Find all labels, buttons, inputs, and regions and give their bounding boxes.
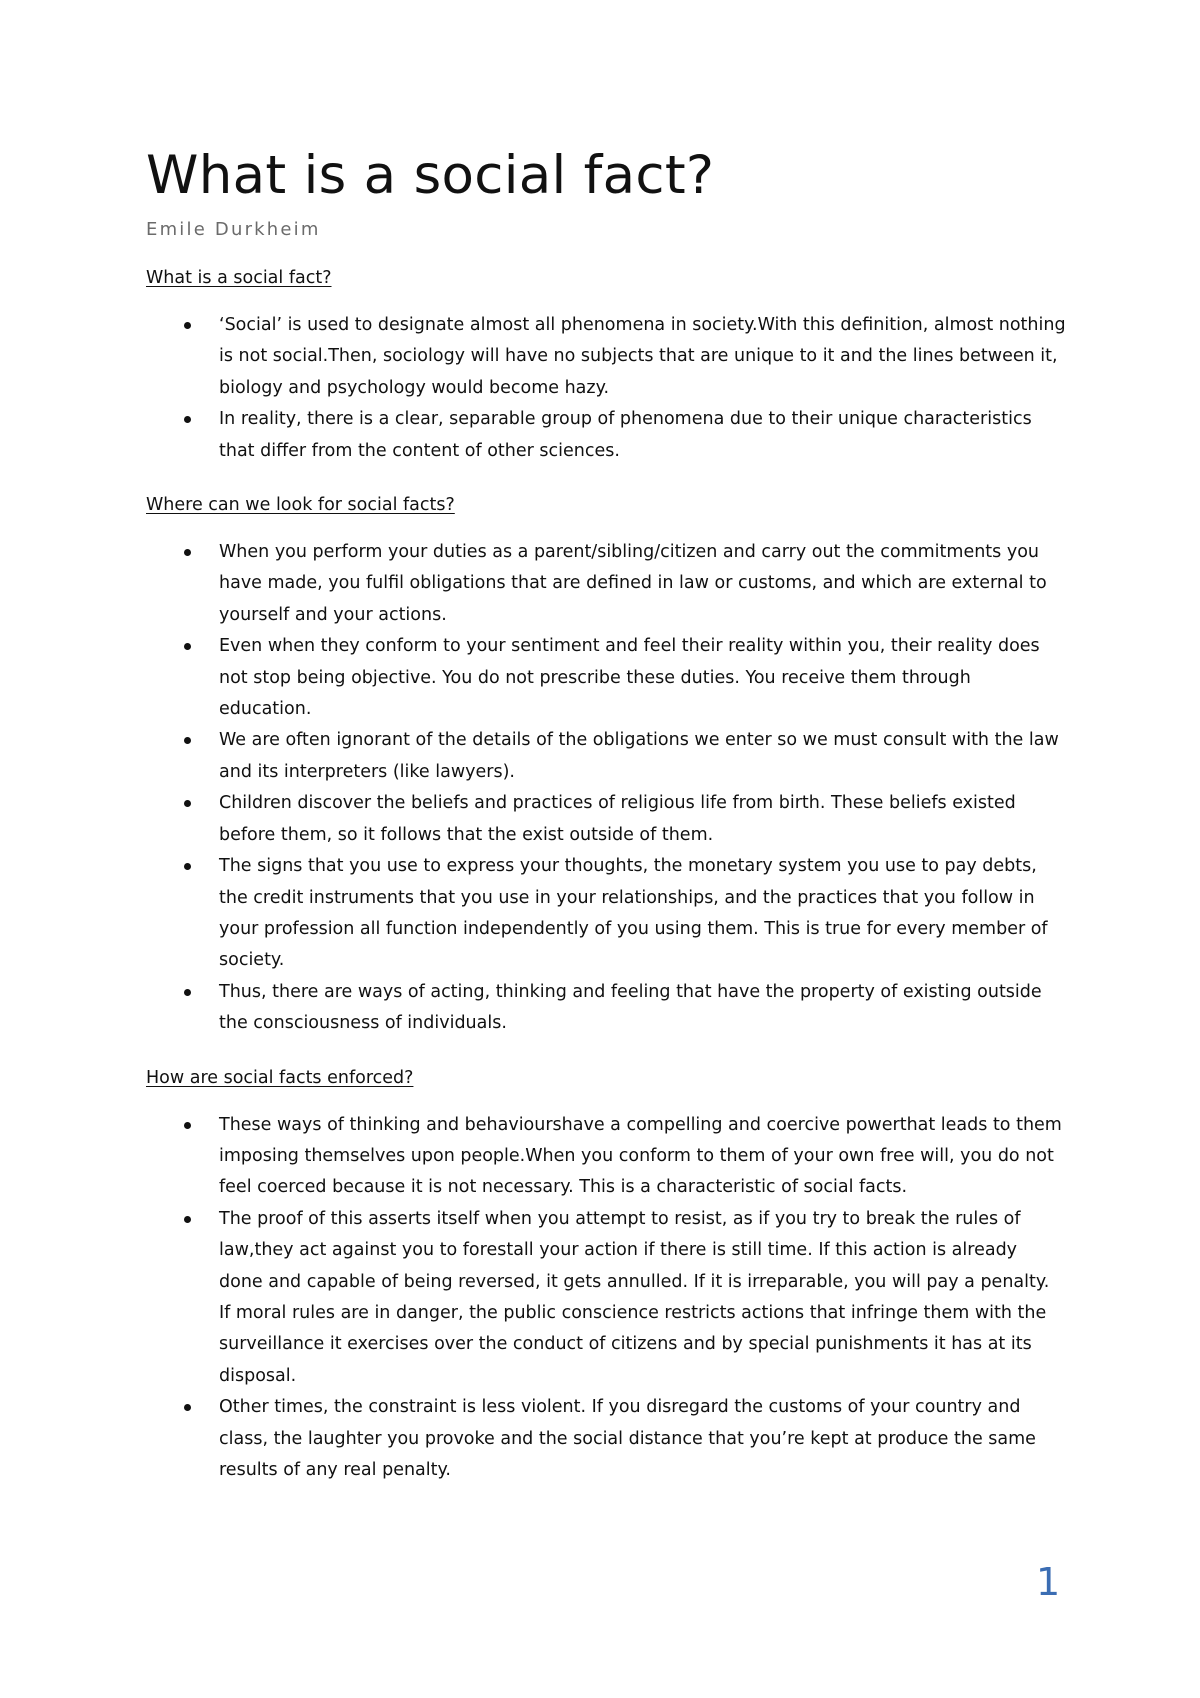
bullet-icon <box>184 800 191 807</box>
section-heading: How are social facts enforced? <box>146 1067 414 1088</box>
bullet-icon <box>184 549 191 556</box>
bullet-item <box>146 1204 1066 1392</box>
bullet-item <box>146 310 1066 404</box>
bullet-item <box>146 851 1066 977</box>
bullet-text: The signs that you use to express your thoughts, the monetary system you use to pay debts, the credit instruments that you use in your relationships, and the practices that you follow in your profession all function independently of you using them. This is true for every member of society. <box>219 856 1048 971</box>
document-author: Emile Durkheim <box>146 219 321 240</box>
bullet-list <box>146 537 1066 1040</box>
bullet-text: When you perform your duties as a parent/sibling/citizen and carry out the commitments you have made, you fulfil obligations that are defined in law or customs, and which are external to yourself and your actions. <box>219 542 1047 625</box>
bullet-text: Thus, there are ways of acting, thinking and feeling that have the property of existing outside the consciousness of individuals. <box>219 981 1042 1034</box>
bullet-icon <box>184 416 191 423</box>
bullet-text: Other times, the constraint is less violent. If you disregard the customs of your country and class, the laughter you provoke and the social distance that you’re kept at produce the same results of any real penalty. <box>219 1397 1036 1480</box>
bullet-icon <box>184 1404 191 1411</box>
bullet-list <box>146 1110 1066 1487</box>
bullet-item <box>146 725 1066 788</box>
bullet-text: We are often ignorant of the details of the obligations we enter so we must consult with the law and its interpreters (like lawyers). <box>219 730 1059 782</box>
bullet-item <box>146 537 1066 631</box>
bullet-text: These ways of thinking and behaviourshave a compelling and coercive powerthat leads to them imposing themselves upon people.When you conform to them of your own free will, you do not feel coerced because it is not necessary. This is a characteristic of social facts. <box>219 1114 1062 1198</box>
bullet-text: ‘Social’ is used to designate almost all phenomena in society.With this definition, almost nothing is not social.Then, sociology will have no subjects that are unique to it and the lines between it, biology and psychology would become hazy. <box>219 315 1066 398</box>
bullet-text: Even when they conform to your sentiment and feel their reality within you, their reality does not stop being objective. You do not prescribe these duties. You receive them through education. <box>219 636 1040 720</box>
bullet-item <box>146 788 1066 851</box>
section-heading: Where can we look for social facts? <box>146 495 455 516</box>
section-enforcement <box>146 1064 1066 1487</box>
section-heading: What is a social fact? <box>146 268 332 288</box>
bullet-text: Children discover the beliefs and practices of religious life from birth. These beliefs existed before them, so it follows that the exist outside of them. <box>219 793 1016 845</box>
bullet-icon <box>184 863 191 870</box>
section-what-is-social-fact <box>146 264 1066 467</box>
bullet-item <box>146 404 1066 467</box>
bullet-icon <box>184 1122 191 1129</box>
bullet-icon <box>184 643 191 650</box>
bullet-icon <box>184 322 191 329</box>
bullet-item <box>146 1392 1066 1486</box>
page-number: 1 <box>1036 1560 1061 1604</box>
bullet-item <box>146 977 1066 1040</box>
bullet-text: The proof of this asserts itself when you attempt to resist, as if you try to break the rules of law,they act against you to forestall your action if there is still time. If this action is already done and capable of being reversed, it gets annulled. If it is irreparable, you will pay a penalty. If moral rules are in danger, the public conscience restricts actions that infringe them with the surveillance it exercises over the conduct of citizens and by special punishments it has at its disposal. <box>219 1208 1050 1386</box>
bullet-list <box>146 310 1066 467</box>
bullet-icon <box>184 1216 191 1223</box>
bullet-text: In reality, there is a clear, separable group of phenomena due to their unique characteristics that differ from the content of other sciences. <box>219 409 1032 461</box>
document-title: What is a social fact? <box>146 145 715 206</box>
bullet-icon <box>184 989 191 996</box>
section-where-to-look <box>146 491 1066 1040</box>
bullet-item <box>146 1110 1066 1204</box>
page-content <box>146 140 1066 1486</box>
bullet-item <box>146 631 1066 725</box>
bullet-icon <box>184 737 191 744</box>
